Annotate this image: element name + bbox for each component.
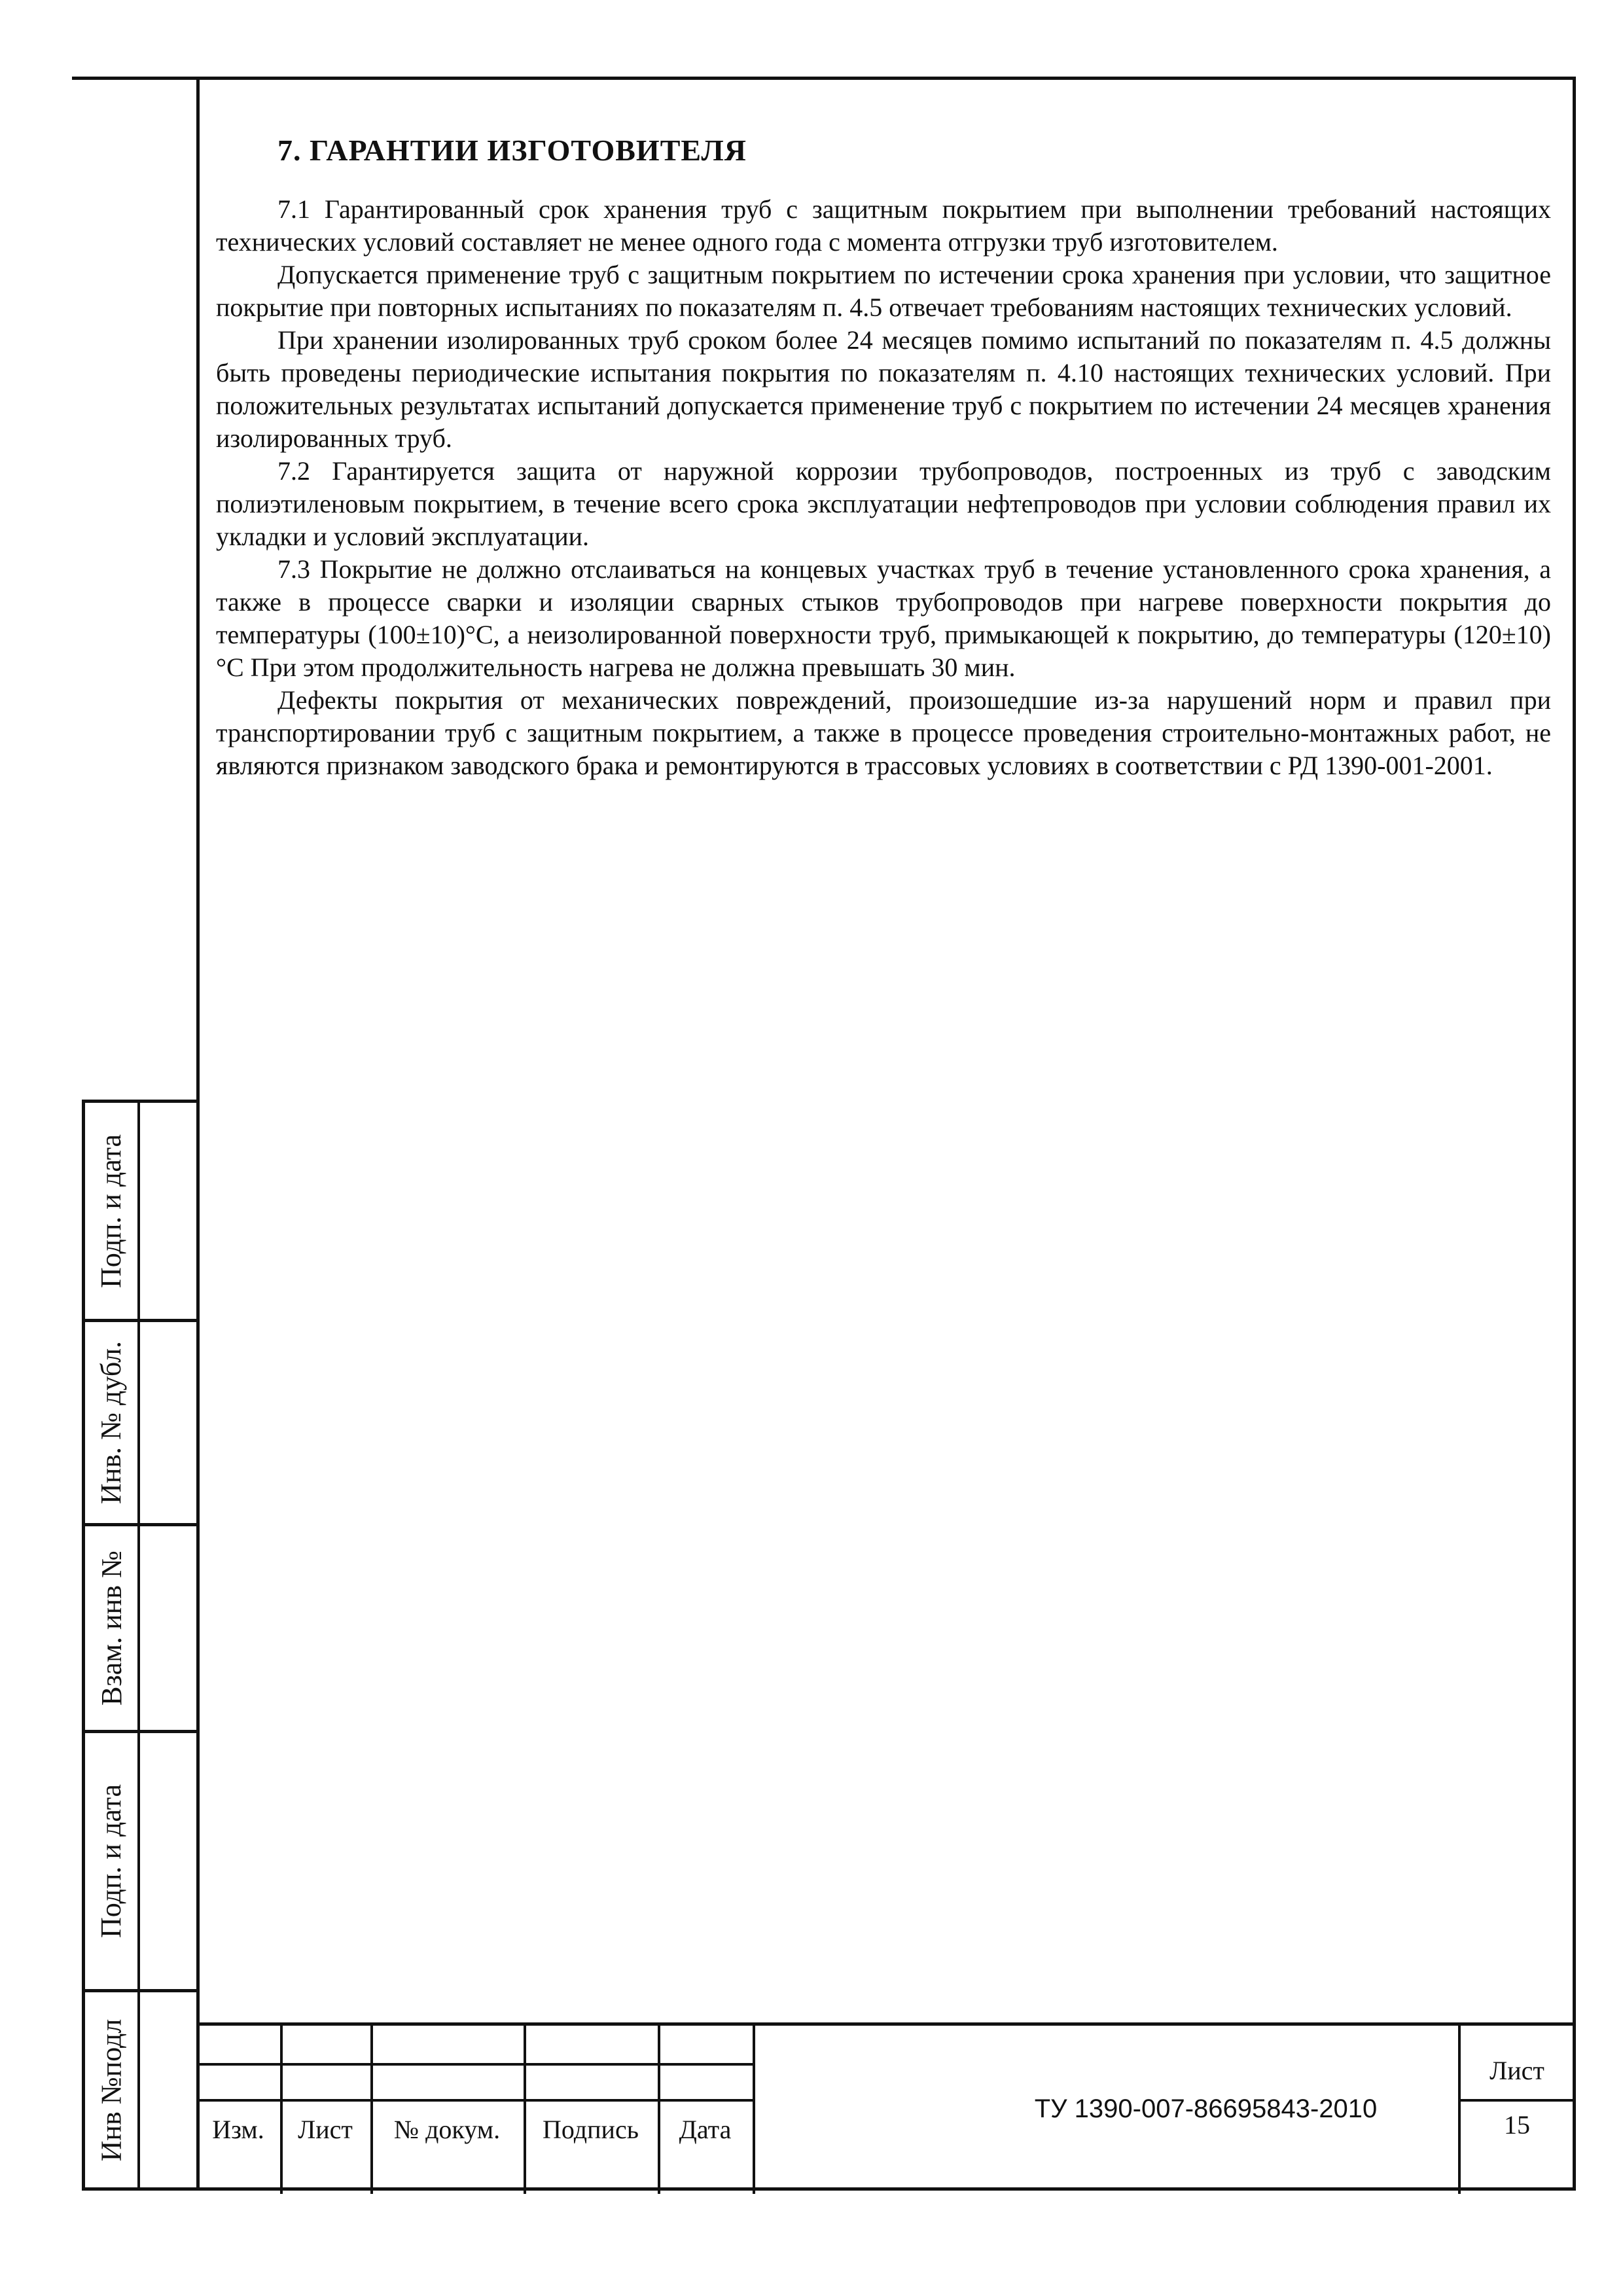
top-margin-line [72, 77, 203, 80]
side-cell [82, 1100, 200, 1319]
side-cell [82, 1319, 200, 1523]
sheet-label: Лист [1489, 2056, 1544, 2085]
paragraph: Допускается применение труб с защитным покрытием по истечении срока хранения при условии, что защитное покрытие при повторных испытаниях по показателям п. 4.5 отвечает требованиям настоящих технических условий. [216, 260, 1551, 322]
side-label: Подп. и дата [95, 1134, 128, 1288]
stamp-izm-label: Изм. [212, 2115, 264, 2144]
document-body [216, 134, 1551, 782]
side-cell [82, 1730, 200, 1989]
side-cell [82, 1523, 200, 1730]
title-block [196, 2022, 1576, 2194]
stamp-list-label: Лист [298, 2115, 353, 2144]
stamp-doc-number-label: № докум. [393, 2115, 501, 2144]
side-label: Инв №подл [95, 2018, 128, 2161]
paragraph: При хранении изолированных труб сроком более 24 месяцев помимо испытаний по показателям п. 4.5 должны быть проведены периодические испытания покрытия по показателям п. 4.10 настоящих технических условий. При положительных результатах испытаний допускается применение труб с покрытием по истечении 24 месяцев хранения изолированных труб. [216, 325, 1551, 453]
side-label: Взам. инв № [95, 1551, 128, 1706]
side-stamp-column [82, 1100, 200, 2191]
stamp-date-label: Дата [679, 2115, 732, 2144]
paragraph: Дефекты покрытия от механических повреждений, произошедшие из-за нарушений норм и правил при транспортировании труб с защитным покрытием, а также в процессе проведения строительно-монтажных работ, не являются признаком заводского брака и ремонтируются в трассовых условиях в соответствии с РД 1390-001-2001. [216, 685, 1551, 780]
section-heading: 7. ГАРАНТИИ ИЗГОТОВИТЕЛЯ [277, 134, 747, 167]
sheet-number: 15 [1504, 2110, 1530, 2140]
paragraph: 7.2 Гарантируется защита от наружной коррозии трубопроводов, построенных из труб с заводским полиэтиленовым покрытием, в течение всего срока эксплуатации нефтепроводов при условии соблюдения правил их укладки и условий эксплуатации. [216, 456, 1551, 551]
paragraph: 7.3 Покрытие не должно отслаиваться на концевых участках труб в течение установленного срока хранения, а также в процессе сварки и изоляции сварных стыков трубопроводов при нагреве поверхности покрытия до температуры (100±10)°С, а неизолированной поверхности труб, примыкающей к покрытию, до температуры (120±10)°С При этом продолжительность нагрева не должна превышать 30 мин. [216, 554, 1551, 682]
side-cell [82, 1989, 200, 2191]
side-label: Инв. № дубл. [95, 1340, 128, 1505]
stamp-signature-label: Подпись [543, 2115, 639, 2144]
paragraph: 7.1 Гарантированный срок хранения труб с защитным покрытием при выполнении требований настоящих технических условий составляет не менее одного года с момента отгрузки труб изготовителем. [216, 194, 1551, 257]
document-code: ТУ 1390-007-86695843-2010 [1034, 2094, 1378, 2123]
side-label: Подп. и дата [95, 1784, 128, 1939]
